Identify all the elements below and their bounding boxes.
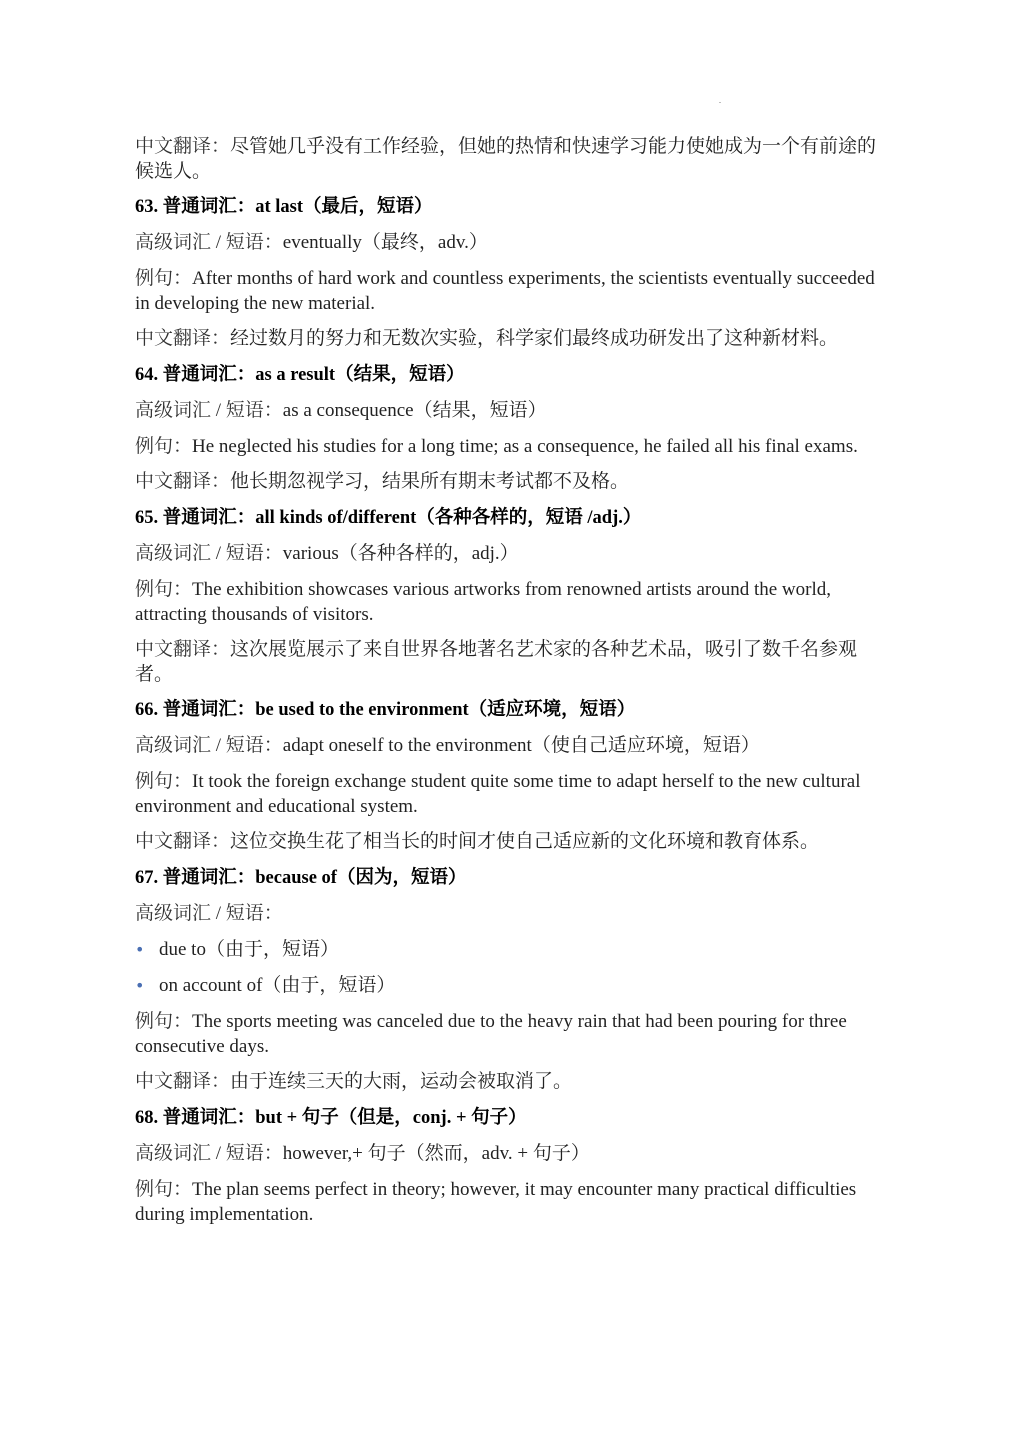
example-prefix: 例句： [135, 436, 193, 457]
translation-63 [135, 326, 890, 352]
translation-prefix: 中文翻译： [135, 831, 231, 852]
translation-64 [135, 469, 890, 495]
example-64 [135, 434, 890, 459]
translation-text: 经过数月的努力和无数次实验，科学家们最终成功研发出了这种新材料。 [230, 328, 839, 349]
intro-translation [135, 134, 890, 184]
translation-prefix: 中文翻译： [135, 1071, 231, 1092]
advanced-65 [135, 541, 890, 567]
example-66 [135, 769, 890, 819]
translation-text: 这次展览展示了来自世界各地著名艺术家的各种艺术品，吸引了数千名参观者。 [135, 639, 858, 685]
advanced-64 [135, 398, 890, 424]
example-text: After months of hard work and countless experiments, the scientists eventually succeeded in developing the new material. [135, 268, 875, 314]
advanced-prefix: 高级词汇 / 短语： [135, 232, 283, 253]
translation-text: 这位交换生花了相当长的时间才使自己适应新的文化环境和教育体系。 [230, 831, 820, 852]
bullet-icon: • [135, 940, 145, 959]
translation-prefix: 中文翻译： [135, 328, 231, 349]
entry-heading-64: 64. 普通词汇：as a result（结果，短语） [135, 365, 465, 385]
translation-text: 他长期忽视学习，结果所有期末考试都不及格。 [230, 471, 630, 492]
translation-prefix: 中文翻译： [135, 639, 231, 660]
bullet-text: due to（由于，短语） [159, 939, 339, 960]
advanced-text: eventually（最终，adv.） [282, 232, 488, 253]
entry-heading-63: 63. 普通词汇：at last（最后，短语） [135, 197, 433, 217]
example-prefix: 例句： [135, 1179, 193, 1200]
advanced-text: however,+ 句子（然而，adv. + 句子） [282, 1143, 590, 1164]
advanced-66 [135, 733, 890, 759]
translation-67 [135, 1069, 890, 1095]
example-text: The plan seems perfect in theory; however, it may encounter many practical difficulties during implementation. [135, 1179, 857, 1225]
list-item [135, 973, 890, 999]
document-body [135, 134, 890, 1237]
example-68 [135, 1177, 890, 1227]
list-item [135, 937, 890, 963]
advanced-text: various（各种各样的，adj.） [282, 543, 519, 564]
entry-heading-65: 65. 普通词汇：all kinds of/different（各种各样的，短语 /adj.） [135, 508, 642, 528]
translation-prefix: 中文翻译： [135, 136, 231, 157]
advanced-67 [135, 901, 890, 927]
advanced-prefix: 高级词汇 / 短语： [135, 543, 283, 564]
entry-heading-68: 68. 普通词汇：but + 句子（但是，conj. + 句子） [135, 1108, 527, 1128]
example-prefix: 例句： [135, 579, 193, 600]
advanced-prefix: 高级词汇 / 短语： [135, 1143, 283, 1164]
entry-heading-66: 66. 普通词汇：be used to the environment（适应环境，短语） [135, 700, 636, 720]
bullet-text: on account of（由于，短语） [159, 975, 396, 996]
advanced-prefix: 高级词汇 / 短语： [135, 400, 283, 421]
advanced-text: adapt oneself to the environment（使自己适应环境，短语） [282, 735, 760, 756]
advanced-63 [135, 230, 890, 256]
page-mark: . [719, 96, 721, 105]
example-65 [135, 577, 890, 627]
example-prefix: 例句： [135, 268, 193, 289]
translation-66 [135, 829, 890, 855]
example-prefix: 例句： [135, 771, 193, 792]
example-prefix: 例句： [135, 1011, 193, 1032]
example-67 [135, 1009, 890, 1059]
advanced-prefix: 高级词汇 / 短语： [135, 735, 283, 756]
translation-prefix: 中文翻译： [135, 471, 231, 492]
example-63 [135, 266, 890, 316]
example-text: He neglected his studies for a long time; as a consequence, he failed all his final exams. [192, 436, 858, 457]
bullet-icon: • [135, 976, 145, 995]
translation-text: 尽管她几乎没有工作经验，但她的热情和快速学习能力使她成为一个有前途的候选人。 [135, 136, 877, 182]
advanced-prefix: 高级词汇 / 短语： [135, 903, 283, 924]
advanced-text: as a consequence（结果，短语） [282, 400, 547, 421]
example-text: It took the foreign exchange student quite some time to adapt herself to the new cultural environment and educational system. [135, 771, 861, 817]
advanced-68 [135, 1141, 890, 1167]
translation-text: 由于连续三天的大雨，运动会被取消了。 [230, 1071, 573, 1092]
example-text: The exhibition showcases various artworks from renowned artists around the world, attracting thousands of visitors. [135, 579, 832, 625]
example-text: The sports meeting was canceled due to the heavy rain that had been pouring for three consecutive days. [135, 1011, 847, 1057]
translation-65 [135, 637, 890, 687]
entry-heading-67: 67. 普通词汇：because of（因为，短语） [135, 868, 467, 888]
